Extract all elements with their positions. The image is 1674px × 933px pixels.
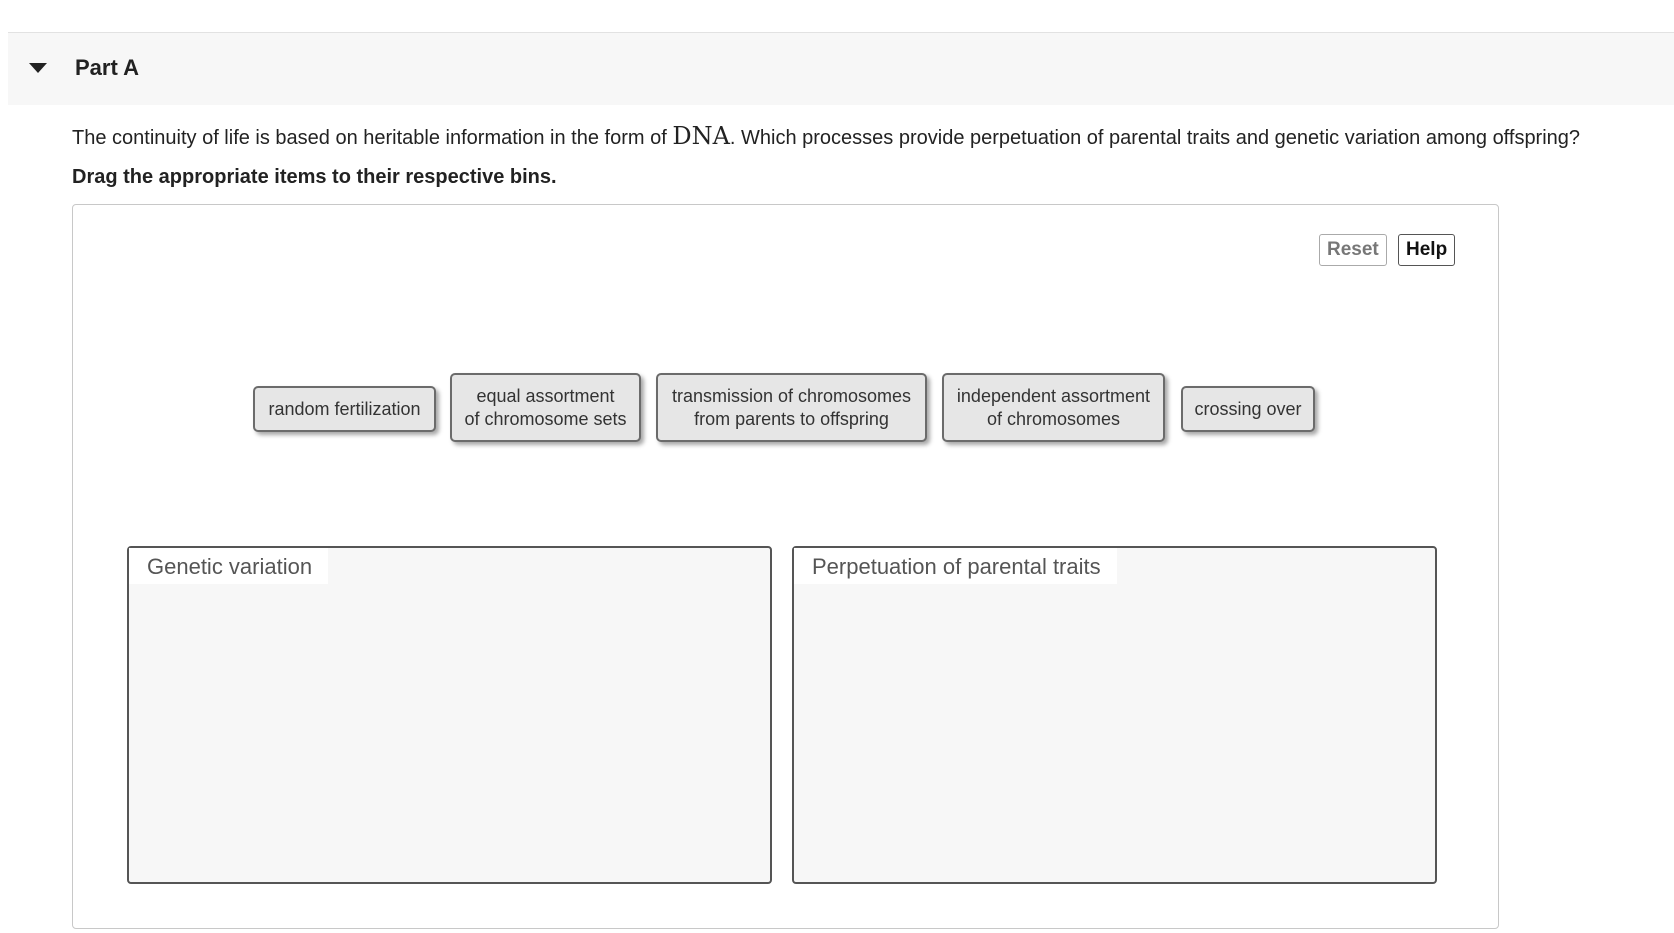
question-text	[72, 122, 1580, 150]
tile-label: independent assortment of chromosomes	[956, 385, 1151, 429]
question-text-before: The continuity of life is based on heritable information in the form of	[72, 127, 673, 149]
tile-transmission-of-chromosomes[interactable]	[656, 373, 927, 442]
drag-drop-workspace	[72, 204, 1499, 929]
instruction-text: Drag the appropriate items to their respective bins.	[72, 166, 557, 188]
part-title: Part A	[75, 55, 139, 80]
tile-label: random fertilization	[268, 398, 421, 419]
bin-label: Genetic variation	[129, 548, 328, 584]
question-math-dna: DNA	[672, 122, 730, 150]
tile-label: crossing over	[1194, 398, 1302, 419]
tile-independent-assortment[interactable]	[942, 373, 1165, 442]
tile-label: transmission of chromosomes from parents to offspring	[671, 385, 912, 429]
bin-genetic-variation[interactable]	[127, 546, 772, 884]
tile-equal-assortment[interactable]	[450, 373, 641, 442]
reset-button[interactable]: Reset	[1319, 234, 1387, 266]
tile-random-fertilization[interactable]	[253, 386, 436, 432]
tile-crossing-over[interactable]	[1181, 386, 1315, 432]
tile-label: equal assortment of chromosome sets	[464, 385, 627, 429]
part-header[interactable]	[8, 33, 1674, 105]
help-button[interactable]: Help	[1398, 234, 1455, 266]
bin-label: Perpetuation of parental traits	[794, 548, 1117, 584]
bin-perpetuation-of-parental-traits[interactable]	[792, 546, 1437, 884]
collapse-caret-icon[interactable]	[29, 63, 47, 73]
question-text-after: . Which processes provide perpetuation of parental traits and genetic variation among offspring?	[729, 127, 1581, 149]
